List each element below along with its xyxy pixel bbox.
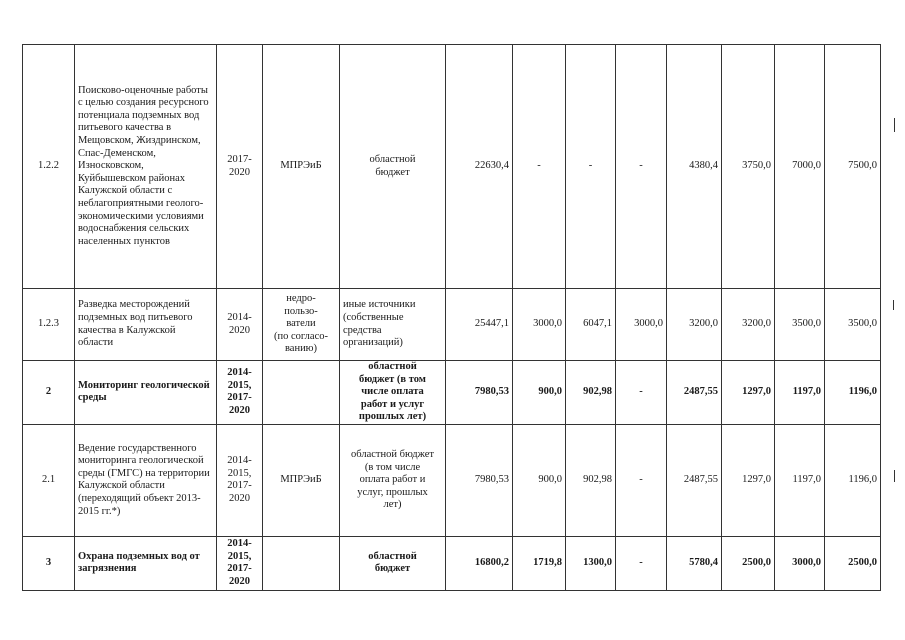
table-row	[23, 536, 881, 590]
year-value: 3000,0	[513, 289, 566, 361]
funding-source: областной бюджет (в том числе оплата работ и услуг прошлых лет)	[340, 361, 446, 425]
year-value: 1719,8	[513, 536, 566, 590]
row-number: 1.2.2	[23, 45, 75, 289]
year-value: 5780,4	[667, 536, 722, 590]
executor: МПРЭиБ	[263, 424, 340, 536]
year-value: 1297,0	[722, 424, 775, 536]
year-value: -	[616, 536, 667, 590]
year-value: 1297,0	[722, 361, 775, 425]
activity-name: Ведение государственного мониторинга геологической среды (ГМГС) на территории Калужской области (переходящий объект 2013-2015 гг.*)	[75, 424, 217, 536]
year-value: 2500,0	[825, 536, 881, 590]
year-value: -	[616, 424, 667, 536]
period-years: 2014- 2015, 2017- 2020	[217, 361, 263, 425]
row-number: 1.2.3	[23, 289, 75, 361]
funding-source: областной бюджет	[340, 45, 446, 289]
total-value: 7980,53	[446, 361, 513, 425]
scan-edge-mark	[894, 470, 895, 482]
row-number: 2.1	[23, 424, 75, 536]
year-value: 3750,0	[722, 45, 775, 289]
program-table	[22, 44, 881, 591]
year-value: -	[616, 45, 667, 289]
activity-name: Разведка месторождений подземных вод питьевого качества в Калужской области	[75, 289, 217, 361]
year-value: 1197,0	[775, 361, 825, 425]
period-years: 2017- 2020	[217, 45, 263, 289]
year-value: 900,0	[513, 361, 566, 425]
year-value: 2487,55	[667, 361, 722, 425]
year-value: 2487,55	[667, 424, 722, 536]
year-value: 902,98	[566, 361, 616, 425]
scan-edge-mark	[894, 118, 895, 132]
table-row	[23, 45, 881, 289]
total-value: 16800,2	[446, 536, 513, 590]
activity-name: Поисково-оценочные работы с целью создания ресурсного потенциала подземных вод питьевого качества в Мещовском, Жиздринском, Спас-Деменском, Износковском, Куйбышевском районах Калужской области с неблагоприятными геолого-экономическими условиями водоснабжения сельских населенных пунктов	[75, 45, 217, 289]
year-value: 3500,0	[825, 289, 881, 361]
year-value: 902,98	[566, 424, 616, 536]
period-years: 2014- 2015, 2017- 2020	[217, 536, 263, 590]
funding-source: областной бюджет (в том числе оплата работ и услуг, прошлых лет)	[340, 424, 446, 536]
table-row	[23, 361, 881, 425]
year-value: 7000,0	[775, 45, 825, 289]
year-value: 3200,0	[667, 289, 722, 361]
activity-name: Мониторинг геологической среды	[75, 361, 217, 425]
period-years: 2014- 2020	[217, 289, 263, 361]
year-value: 2500,0	[722, 536, 775, 590]
table-row	[23, 424, 881, 536]
row-number: 3	[23, 536, 75, 590]
total-value: 22630,4	[446, 45, 513, 289]
executor: МПРЭиБ	[263, 45, 340, 289]
year-value: 6047,1	[566, 289, 616, 361]
year-value: 1196,0	[825, 424, 881, 536]
total-value: 7980,53	[446, 424, 513, 536]
year-value: 3000,0	[616, 289, 667, 361]
year-value: -	[566, 45, 616, 289]
funding-source: иные источники (собственные средства организаций)	[340, 289, 446, 361]
scan-edge-mark	[893, 300, 894, 310]
table-row	[23, 289, 881, 361]
period-years: 2014- 2015, 2017- 2020	[217, 424, 263, 536]
year-value: -	[616, 361, 667, 425]
executor	[263, 536, 340, 590]
funding-source: областной бюджет	[340, 536, 446, 590]
year-value: 1197,0	[775, 424, 825, 536]
executor: недро- пользо- ватели (по согласо- ванию)	[263, 289, 340, 361]
year-value: 3200,0	[722, 289, 775, 361]
year-value: -	[513, 45, 566, 289]
row-number: 2	[23, 361, 75, 425]
year-value: 3500,0	[775, 289, 825, 361]
executor	[263, 361, 340, 425]
year-value: 3000,0	[775, 536, 825, 590]
year-value: 1196,0	[825, 361, 881, 425]
year-value: 1300,0	[566, 536, 616, 590]
year-value: 900,0	[513, 424, 566, 536]
year-value: 4380,4	[667, 45, 722, 289]
total-value: 25447,1	[446, 289, 513, 361]
year-value: 7500,0	[825, 45, 881, 289]
activity-name: Охрана подземных вод от загрязнения	[75, 536, 217, 590]
